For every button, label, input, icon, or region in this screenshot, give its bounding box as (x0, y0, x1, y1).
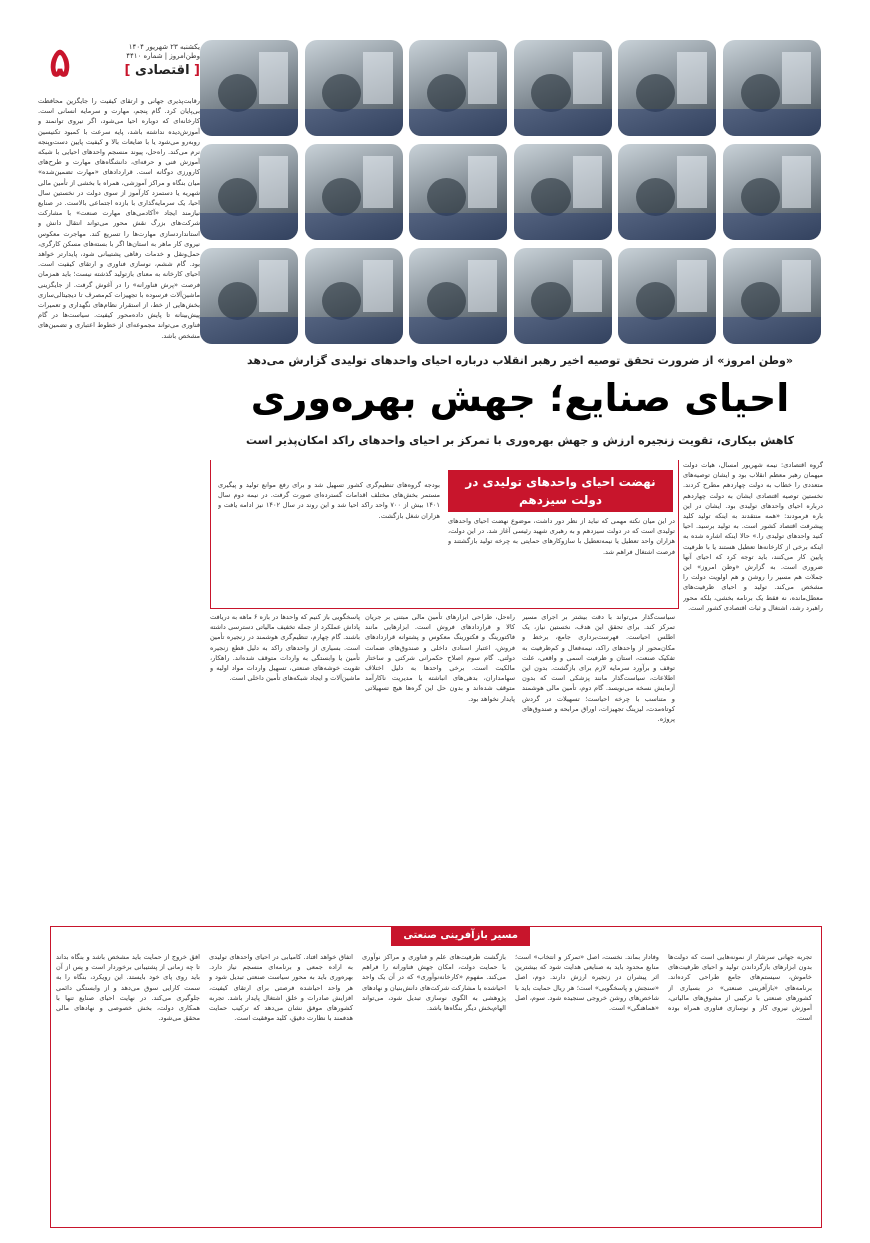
bottom-column-4 (209, 952, 353, 1220)
page-number: ۵ (49, 39, 71, 86)
body-column-4 (210, 612, 360, 924)
factory-photo (514, 248, 612, 344)
bottom-column-1 (668, 952, 812, 1220)
bottom-article-title: مسیر بازآفرینی صنعتی (391, 926, 530, 946)
headline: احیای صنایع؛ جهش بهره‌وری (250, 376, 790, 420)
left-column-text: رقابت‌پذیری جهانی و ارتقای کیفیت را جایگزین محافظت بی‌پایان کرد. گام پنجم، مهارت و سرمایه انسانی است. کارخانه‌ای که دوباره احیا می‌شود، اگر نیروی توانمند و آموزش‌دیده نداشته باشد، پایه سرعت با کمبود تکنیسین روبه‌رو می‌شود یا با ضایعات بالا و کیفیت پایین دست‌وپنجه نرم می‌کند. راه‌حل، پیوند منسجم واحدهای احیایی با شبکه آموزش فنی و حرفه‌ای، دانشگاه‌های مهارت و طرح‌های کارورزی دوگانه است. قراردادهای «مهارت تضمین‌شده» میان بنگاه و مراکز آموزشی، همراه با بخشی از تأمین مالی شهریه یا دستمزد کارآموز از سوی دولت در نخستین سال احیا، یک سرمایه‌گذاری با بازده اجتماعی بالاست. در صنایع نیازمند ایجاد «آکادمی‌های مهارت صنعت» با مشارکت شرکت‌های بزرگ نقش محور می‌تواند انتقال دانش و استاندارد‌سازی مهارت‌ها را تسریع کند. مهاجرت معکوس نیروی کار ماهر به استان‌ها اگر با بسته‌های مسکن کارگری، حمل‌ونقل و خدمات رفاهی پشتیبانی شود، پایدارتر خواهد بود. گام ششم، نوسازی فناوری و ارتقای کیفیت است. احیای کارخانه به معنای بازتولید گذشته نیست؛ باید همزمان فرصت «پرش‌ فناورانه» را در آغوش گرفت. از جایگزینی ماشین‌آلات فرسوده با تجهیزات کم‌مصرف تا دیجیتالی‌سازی بخش‌هایی از خط، از استقرار نظام‌های نگهداری و تعمیرات پیش‌بینانه تا پایش داده‌محور کیفیت. سیاست‌ها در گام فناوری می‌تواند مجموعه‌ای از خطوط اعتباری و تضمین‌های مشخص باشد. (38, 97, 200, 340)
masthead (38, 40, 200, 88)
bottom-column-1-text: تجربه جهانی سرشار از نمونه‌هایی است که دولت‌ها بدون ابزارهای بازگرداندن تولید و احیای ظرفیت‌های خاموش، سیستم‌های جامع طراحی کرده‌اند. برنامه‌های «بازآفرینی صنعتی» در بسیاری از کشورهای صنعتی با ترکیبی از مشوق‌های مالیاتی، آموزش نیروی کار و نوسازی فناوری همراه بوده است. (668, 953, 812, 1023)
factory-photo (618, 144, 716, 240)
date-line: یکشنبه ۲۳ شهریور ۱۴۰۴ (128, 43, 200, 51)
body-column-intro (683, 460, 823, 924)
factory-photo (200, 248, 298, 344)
sidebar-box-title: نهضت احیای واحدهای تولیدی در دولت سیزدهم (448, 470, 673, 512)
factory-photo (409, 144, 507, 240)
factory-photo (723, 40, 821, 136)
factory-photo (305, 144, 403, 240)
factory-photo (200, 144, 298, 240)
bottom-column-5-text: افق خروج از حمایت باید مشخص باشد و بنگاه بداند تا چه زمانی از پشتیبانی برخوردار است و پس از آن باید روی پای خود بایستد. این رویکرد، بنگاه را به سمت کارایی سوق می‌دهد و از وابستگی دائمی جلوگیری می‌کند. در نهایت احیای صنایع تنها با همکاری دولت، بخش خصوصی و نهادهای مالی محقق می‌شود. (56, 953, 200, 1023)
factory-photo (409, 248, 507, 344)
sidebar-box-column-1 (448, 516, 675, 604)
bottom-column-4-text: اتفاق خواهد افتاد. کامیابی در احیای واحدهای تولیدی به اراده جمعی و برنامه‌ای منسجم نیاز دارد. بهره‌وری باید به محور سیاست صنعتی تبدیل شود و هر واحد احیاشده فرصتی برای ارتقای کیفیت، افزایش صادرات و خلق اشتغال پایدار باشد. تجربه کشورهای موفق نشان می‌دهد که ترکیب حمایت هدفمند با نظارت دقیق، کلید موفقیت است. (209, 953, 353, 1023)
bottom-column-5 (56, 952, 200, 1220)
factory-photo (305, 248, 403, 344)
bottom-column-3 (362, 952, 506, 1220)
kicker: «وطن امروز» از ضرورت تحقق توصیه اخیر رهبر انقلاب درباره احیای واحدهای تولیدی گزارش می‌دهد (247, 354, 793, 367)
sidebar-box-text-2: بودجه گروه‌های تنظیم‌گری کشور تسهیل شد و برای رفع موانع تولید و پیگیری مستمر بخش‌های مختلف اقدامات گسترده‌ای صورت گرفت. در نیمه دوم سال ۱۴۰۱ بیش از ۷۰۰ واحد راکد احیا شد و این روند در سال ۱۴۰۲ نیز ادامه یافت و هزاران شغل بازگشت. (218, 481, 440, 520)
column-2-text: سیاست‌گذار می‌تواند با دقت بیشتر بر اجرای مسیر تمرکز کند. برای تحقق این هدف، نخستین نیاز، یک اطلس احیاست. فهرست‌برداری جامع، برخط و مکان‌محور از واحدهای راکد، نیمه‌فعال و کم‌ظرفیت به تفکیک صنعت، استان و ظرفیت اسمی و واقعی، علت توقف و برآورد سرمایه لازم برای بازگشت. بدون این اطلاعات، سیاست‌گذار مانند پزشکی است که بدون آزمایش نسخه می‌نویسد. گام دوم، تأمین مالی هوشمند و متناسب با چرخه احیاست؛ تسهیلات در گردش کوتاه‌مدت، لیزینگ تجهیزات، اوراق مرابحه و صندوق‌های پروژه. (522, 613, 675, 724)
bottom-column-2-text: وفادار بماند. نخست، اصل «تمرکز و انتخاب» است؛ منابع محدود باید به صنایعی هدایت شود که بیشترین اثر پیشران در زنجیره ارزش دارند. دوم، اصل «سنجش و پاسخگویی» است؛ هر ریال حمایت باید با شاخص‌های روشن خروجی سنجیده شود. سوم، اصل «هماهنگی» است. (515, 953, 659, 1013)
intro-text: گروه اقتصادی: نیمه شهریور امسال، هیات دولت میهمان رهبر معظم انقلاب بود و ایشان توصیه‌های متعددی را خطاب به دولت چهاردهم مطرح کردند. نخستین توصیه اقتصادی ایشان به دولت چهاردهم درباره احیای واحدهای تولیدی بود. ایشان در این باره فرمودند: «همه منتقدند به اینکه تولید کلید پیشرفت اقتصاد کشور است. به تولید برسید. احیا کنید واحدهای تولیدی را.» حالا اینکه اشاره شده به اینکه برخی از کارخانه‌ها تعطیل هستند یا با ظرفیت پایین کار می‌کنند، باید توجه کرد که احیای آنها ضروری است. به گزارش «وطن امروز» این جملات هم مسیر را روشن و هم اولویت دولت را مشخص می‌کند. تولید و احیای ظرفیت‌های معطل‌مانده، نه فقط یک برنامه بخشی، بلکه محور راهبرد رشد، اشتغال و ثبات اقتصادی کشور است. (683, 461, 823, 612)
factory-photo (200, 40, 298, 136)
section-label: [ اقتصادی ] (124, 63, 200, 78)
factory-photo (618, 248, 716, 344)
section-name: اقتصادی (134, 63, 190, 78)
column-3-text: راه‌حل، طراحی ابزارهای تأمین مالی مبتنی بر جریان کالا و قراردادهای فروش است. ابزارهایی مانند فاکتورینگ و فکتورینگ معکوس و پشتوانه قراردادهای فروش، اعتبار اسنادی داخلی و صندوق‌های ضمانت دولتی. گام سوم اصلاح حکمرانی شرکتی و ساختار مالکیت است. برخی واحدها به دلیل اختلاف سهامداران، بدهی‌های انباشته یا مدیریت ناکارآمد متوقف شده‌اند و بدون حل این گره‌ها هیچ تسهیلاتی پایدار نخواهد بود. (365, 613, 515, 703)
column-4-text: پاسخگویی باز کنیم که واحدها در بازه ۶ ماهه به دریافت پاداش عملکرد از جمله تخفیف مالیاتی دسترسی داشته باشند. گام چهارم، تنظیم‌گری هوشمند در زنجیره تأمین است. بسیاری از واحدهای راکد به دلیل قطع زنجیره تأمین یا وابستگی به واردات متوقف شده‌اند. راهکار، تقویت خوشه‌های صنعتی، تسهیل واردات مواد اولیه و ماشین‌آلات و ایجاد شبکه‌های تأمین داخلی است. (210, 613, 360, 683)
bottom-column-2 (515, 952, 659, 1220)
sidebar-box-text-1: در این میان نکته مهمی که نباید از نظر دور داشت، موضوع نهضت احیای واحدهای تولیدی است که در دولت سیزدهم و به رهبری شهید رئیسی آغاز شد. در این دولت، هزاران واحد تعطیل یا نیمه‌تعطیل با سازوکارهای حمایتی به چرخه تولید بازگشتند و فرصت اشتغال فراهم شد. (448, 517, 675, 556)
factory-photo (514, 144, 612, 240)
factory-photo (409, 40, 507, 136)
bottom-column-3-text: بازگشت ظرفیت‌های علم و فناوری و مراکز نوآوری با حمایت دولت، امکان جهش فناورانه را فراهم می‌کند. مفهوم «کارخانه‌نوآوری» که در آن یک واحد احیاشده با مشارکت شرکت‌های دانش‌بنیان و نهادهای پژوهشی به الگوی نوسازی تبدیل شود، می‌تواند الهام‌بخش دیگر بنگاه‌ها باشد. (362, 953, 506, 1013)
factory-photo (618, 40, 716, 136)
body-column-left (38, 96, 200, 924)
sidebar-box-column-2 (218, 480, 440, 604)
factory-photo (723, 144, 821, 240)
subhead: کاهش بیکاری، تقویت زنجیره ارزش و جهش بهره‌وری با تمرکز بر احیای واحدهای راکد امکان‌پذیر است (246, 434, 794, 447)
body-column-3 (365, 612, 515, 924)
factory-photo (305, 40, 403, 136)
body-column-2 (522, 612, 675, 924)
factory-photo (514, 40, 612, 136)
factory-photo (723, 248, 821, 344)
issue-line: وطن‌امروز | شماره ۴۴۱۰ (126, 52, 200, 60)
photo-grid (210, 40, 821, 346)
